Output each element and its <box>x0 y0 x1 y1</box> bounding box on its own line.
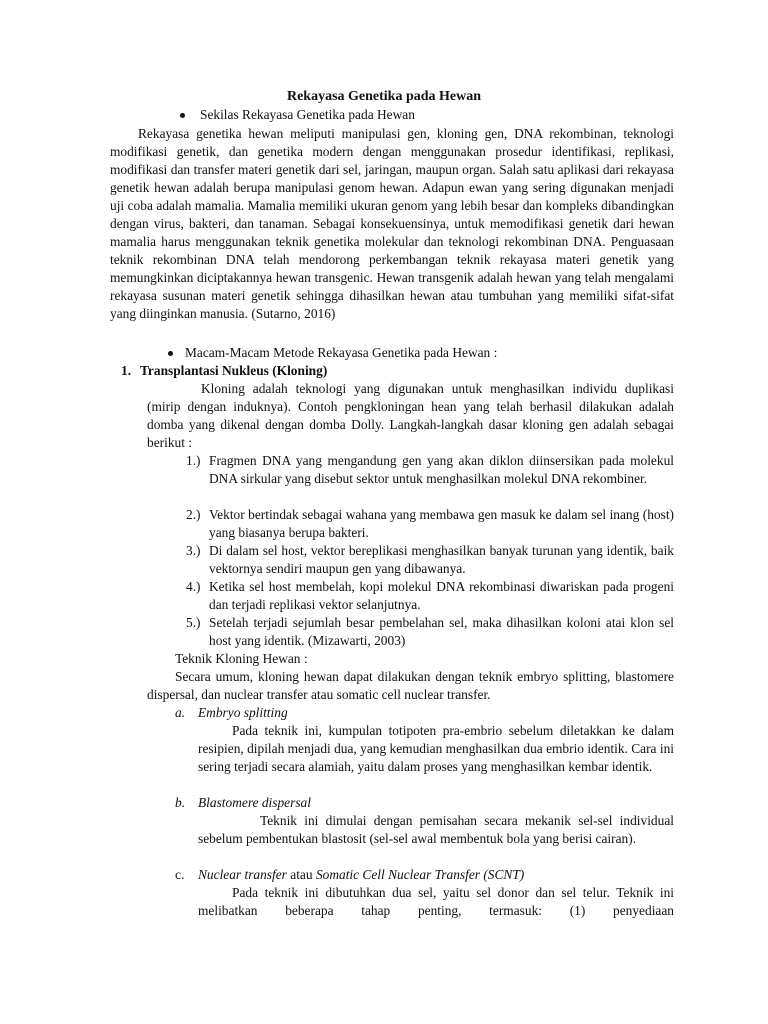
step-text: Fragmen DNA yang mengandung gen yang akan diklon diinsersikan pada molekul DNA sirkular yang disebut sektor untuk menghasilkan molekul DNA rekombiner. <box>209 453 674 486</box>
method-name-alt: Somatic Cell Nuclear Transfer (SCNT) <box>315 867 525 882</box>
step-number: 1.) <box>186 453 201 468</box>
method-letter: a. <box>175 705 186 720</box>
bullet-heading-overview: Sekilas Rekayasa Genetika pada Hewan <box>200 107 415 122</box>
step-number: 5.) <box>186 615 201 630</box>
step-text: Vektor bertindak sebagai wahana yang membawa gen masuk ke dalam sel inang (host) yang biasanya berupa bakteri. <box>209 507 674 540</box>
teknik-text: Secara umum, kloning hewan dapat dilakukan dengan teknik embryo splitting, blastomere dispersal, dan nuclear transfer atau somatic cell nuclear transfer. <box>147 669 674 702</box>
method-letter: b. <box>175 795 186 810</box>
step-text: Di dalam sel host, vektor bereplikasi menghasilkan banyak turunan yang identik, baik vektornya sendiri maupun gen yang dibawanya. <box>209 543 674 576</box>
document-title: Rekayasa Genetika pada Hewan <box>286 89 482 104</box>
kloning-text: Kloning adalah teknologi yang digunakan untuk menghasilkan individu duplikasi (mirip dengan induknya). Contoh pengkloningan hean yang telah berhasil dilakukan adalah domba yang dikenal dengan domba Dolly. Langkah-langkah dasar kloning gen adalah sebagai berikut : <box>147 381 674 450</box>
method-name: Blastomere dispersal <box>198 795 311 810</box>
method-letter: c. <box>175 867 185 882</box>
method-description: Pada teknik ini dibutuhkan dua sel, yaitu sel donor dan sel telur. Teknik ini melibatkan beberapa tahap penting, termasuk: (1) penyediaan <box>198 885 674 918</box>
intro-paragraph <box>110 125 674 323</box>
teknik-paragraph <box>147 668 674 704</box>
method-name: Embryo splitting <box>198 705 288 720</box>
teknik-heading: Teknik Kloning Hewan : <box>175 651 308 666</box>
intro-text: Rekayasa genetika hewan meliputi manipulasi gen, kloning gen, DNA rekombinan, teknologi modifikasi genetik, dan genetika modern dengan menggunakan prosedur identifikasi, replikasi, modifikasi dan transfer materi genetik dari sel, jaringan, maupun organ. Salah satu aplikasi dari rekayasa genetik hewan adalah berupa manipulasi genom hewan. Adapun ewan yang sering digunakan menjadi uji coba adalah mamalia. Mamalia memiliki ukuran genom yang lebih besar dan kompleks dibandingkan dengan virus, bakteri, dan tanaman. Sebagai konsekuensinya, untuk memodifikasi genetik dari hewan mamalia harus menggunakan teknik genetika molekular dan teknologi rekombinan DNA. Penguasaan teknik rekombinan DNA telah mendorong perkembangan teknik rekayasa materi genetik yang memungkinkan diciptakannya hewan transgenic. Hewan transgenik adalah hewan yang telah mengalami rekayasa susunan materi genetik sehingga dihasilkan hewan atau tumbuhan yang memiliki sifat-sifat yang diinginkan manusia. (Sutarno, 2016) <box>110 126 674 321</box>
bullet-heading-methods: Macam-Macam Metode Rekayasa Genetika pada Hewan : <box>185 345 498 360</box>
method-text <box>198 812 674 848</box>
step-text: Ketika sel host membelah, kopi molekul DNA rekombinasi diwariskan pada progeni dan terjadi replikasi vektor selanjutnya. <box>209 579 674 612</box>
method-name: Nuclear transfer <box>198 867 287 882</box>
bullet-icon <box>180 113 185 118</box>
method-description: Pada teknik ini, kumpulan totipoten pra-embrio sebelum diletakkan ke dalam resipien, dipilah menjadi dua, yang kemudian menghasilkan dua embrio identik. Cara ini sering terjadi secara alamiah, yaitu dalam proses yang menghasilkan kembar identik. <box>198 723 674 774</box>
method-connector: atau <box>290 867 313 882</box>
section-heading: Transplantasi Nukleus (Kloning) <box>140 363 328 378</box>
bullet-icon <box>168 351 173 356</box>
kloning-paragraph <box>147 380 674 452</box>
step-number: 3.) <box>186 543 201 558</box>
method-text <box>198 722 674 776</box>
step-text: Setelah terjadi sejumlah besar pembelahan sel, maka dihasilkan koloni atai klon sel host yang identik. (Mizawarti, 2003) <box>209 615 674 648</box>
method-name-line <box>198 866 524 884</box>
step-number: 4.) <box>186 579 201 594</box>
method-description: Teknik ini dimulai dengan pemisahan secara mekanik sel-sel individual sebelum pembentukan blastosit (sel-sel awal membentuk bola yang berisi cairan). <box>198 813 674 846</box>
step-number: 2.) <box>186 507 201 522</box>
method-text <box>198 884 674 920</box>
section-number: 1. <box>121 363 132 378</box>
